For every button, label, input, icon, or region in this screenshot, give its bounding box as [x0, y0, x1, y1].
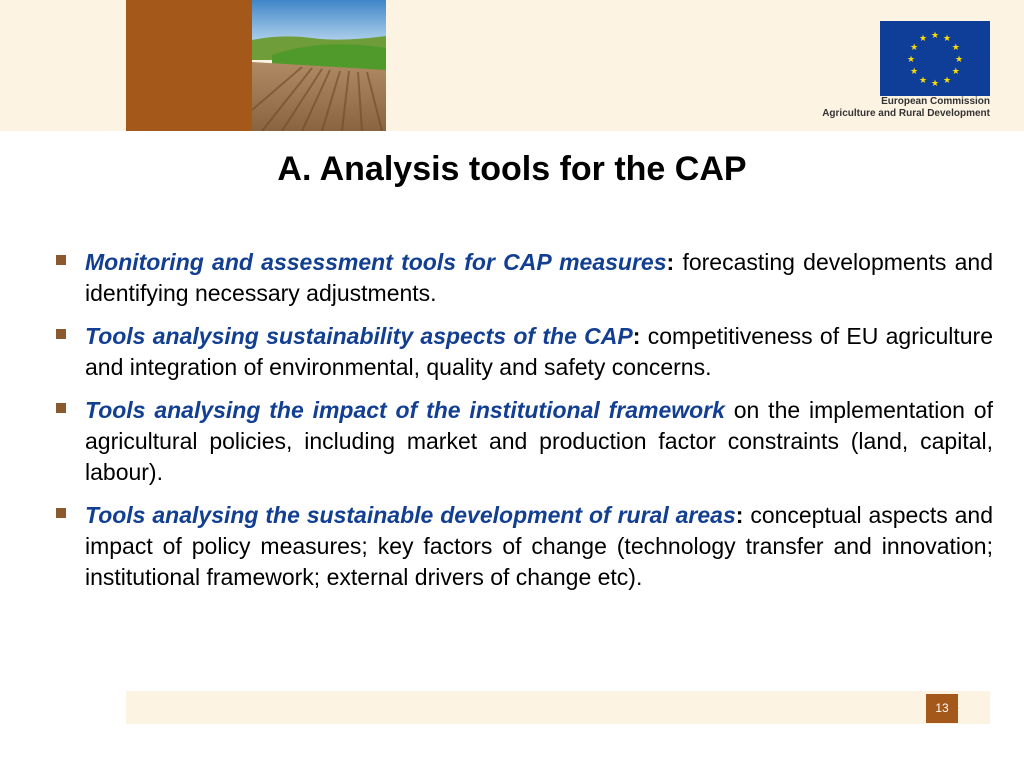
organization-dg: Agriculture and Rural Development — [822, 108, 990, 119]
bullet-text: conceptual aspects and impact of policy measures; key factors of change (technology transfer and innovation; institutional framework; external drivers of change etc). — [85, 502, 993, 590]
svg-text:★: ★ — [910, 67, 919, 77]
header-brown-block — [126, 0, 252, 131]
bullet-heading: Tools analysing the sustainable development of rural areas — [85, 502, 736, 528]
svg-text:★: ★ — [910, 43, 919, 53]
svg-text:★: ★ — [906, 55, 916, 65]
square-bullet-icon — [56, 403, 66, 413]
square-bullet-icon — [56, 329, 66, 339]
slide-title: A. Analysis tools for the CAP — [277, 150, 747, 188]
bullet-item — [56, 321, 993, 383]
svg-text:★: ★ — [942, 75, 952, 86]
svg-text:★: ★ — [951, 43, 960, 53]
eu-flag-logo — [880, 21, 990, 96]
bullet-separator: : — [666, 249, 675, 275]
square-bullet-icon — [56, 508, 66, 518]
bullet-text: competitiveness of EU agriculture and integration of environmental, quality and safety concerns. — [85, 323, 993, 380]
svg-text:★: ★ — [930, 31, 940, 41]
svg-text:★: ★ — [942, 34, 952, 45]
organization-name: European Commission — [881, 96, 990, 107]
bullet-heading: Monitoring and assessment tools for CAP measures — [85, 249, 667, 275]
bullet-separator: : — [632, 323, 641, 349]
bullet-item — [56, 395, 993, 488]
svg-text:★: ★ — [951, 67, 960, 77]
page-number-badge: 13 — [926, 694, 958, 723]
field-landscape-image — [252, 0, 386, 131]
bullet-text: on the implementation of agricultural policies, including market and production factor constraints (land, capital, labour). — [85, 397, 993, 485]
svg-text:★: ★ — [918, 34, 928, 45]
svg-text:★: ★ — [930, 79, 940, 89]
bullet-separator: : — [735, 502, 744, 528]
bullet-item — [56, 500, 993, 593]
square-bullet-icon — [56, 255, 66, 265]
svg-text:★: ★ — [954, 55, 964, 65]
bullet-list — [56, 247, 993, 605]
bullet-item — [56, 247, 993, 309]
svg-text:★: ★ — [918, 75, 928, 86]
bullet-text: forecasting developments and identifying necessary adjustments. — [85, 249, 993, 306]
bullet-heading: Tools analysing sustainability aspects of the CAP — [85, 323, 633, 349]
footer-band — [126, 691, 990, 724]
bullet-heading: Tools analysing the impact of the institutional framework — [85, 397, 725, 423]
